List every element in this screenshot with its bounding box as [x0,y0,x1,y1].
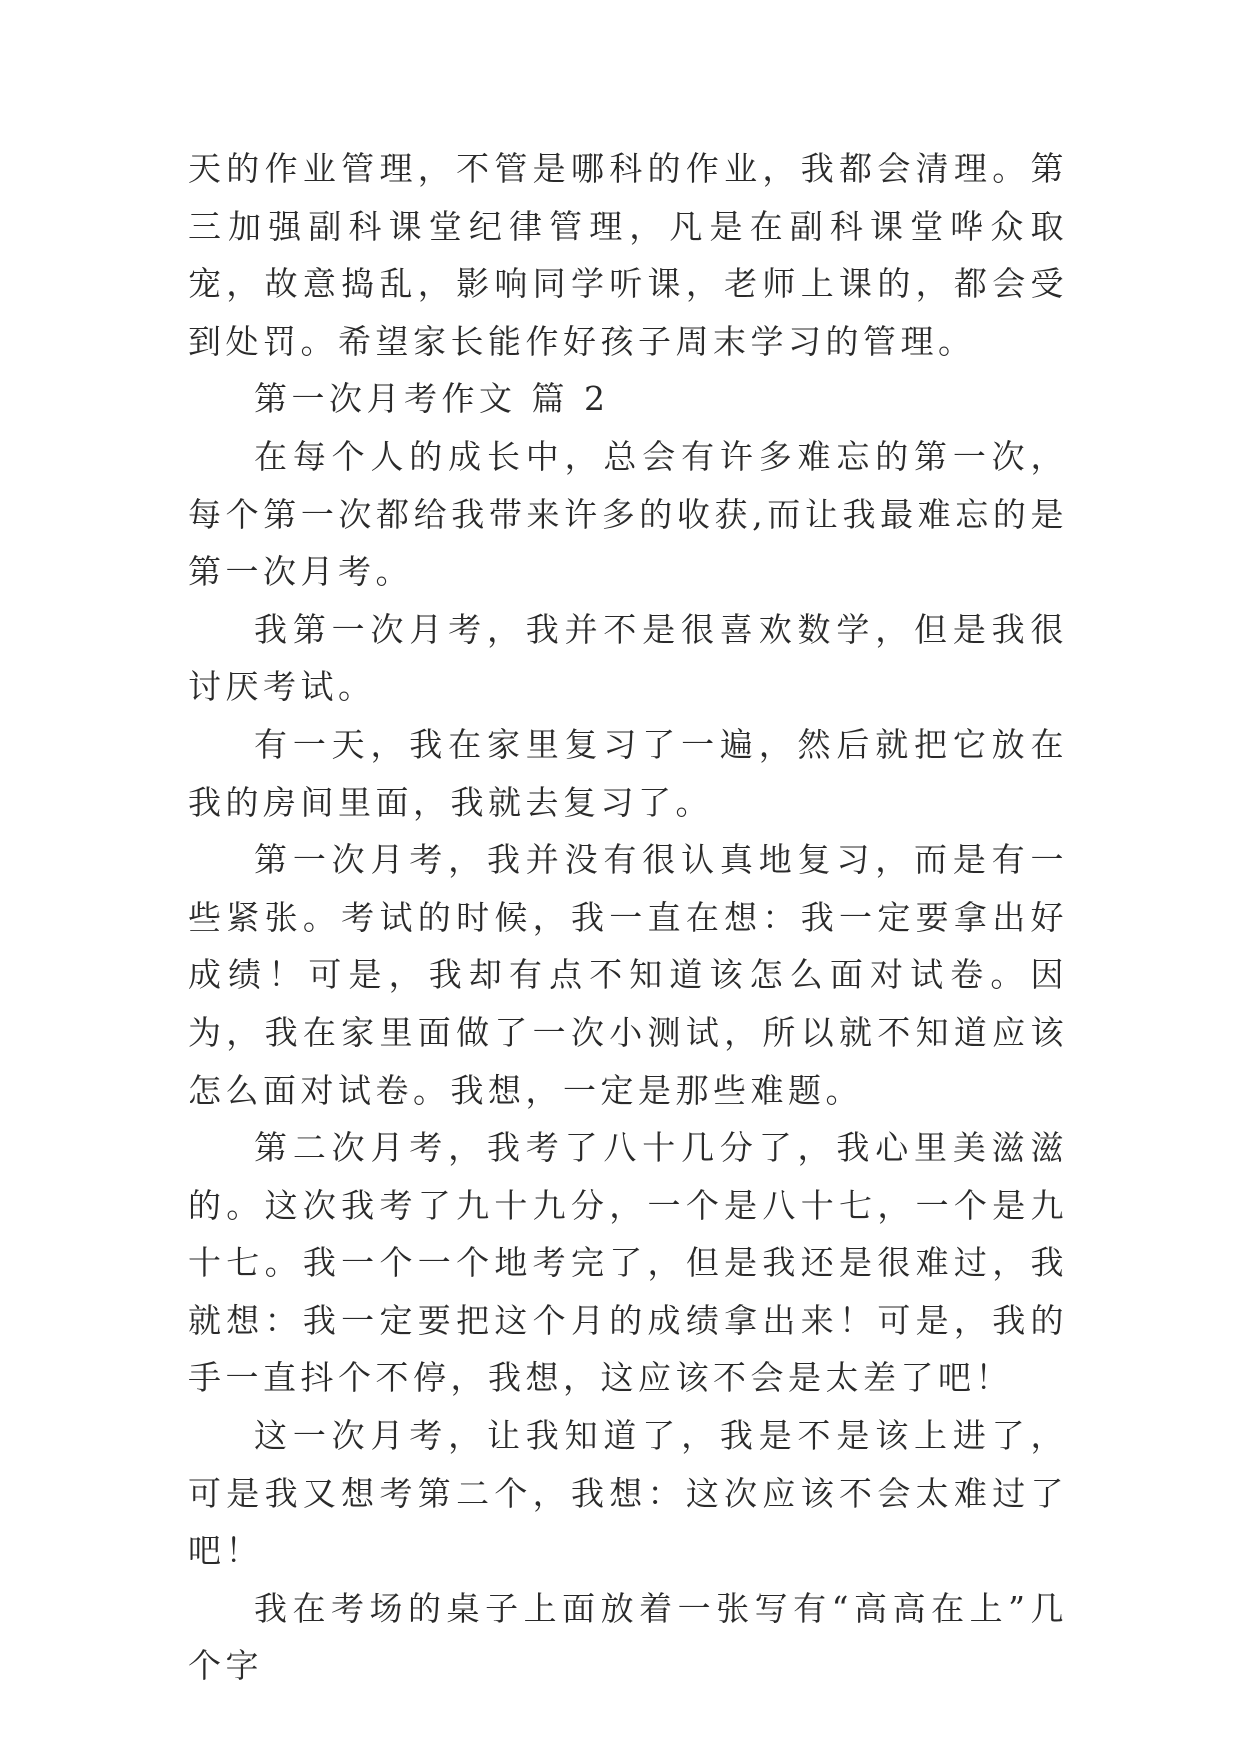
paragraph-nervous-first-exam: 第一次月考，我并没有很认真地复习，而是有一些紧张。考试的时候，我一直在想：我一定要拿出好成绩！可是，我却有点不知道该怎么面对试卷。因为，我在家里面做了一次小测试，所以就不知道应该怎么面对试卷。我想，一定是那些难题。 [188,840,1068,1110]
paragraph-growth-first-times: 在每个人的成长中，总会有许多难忘的第一次，每个第一次都给我带来许多的收获,而让我最难忘的是第一次月考。 [188,436,1068,592]
paragraph-reflection: 这一次月考，让我知道了，我是不是该上进了，可是我又想考第二个，我想：这次应该不会太难过了吧！ [188,1416,1068,1571]
document-body [188,140,1068,1695]
section-heading-article-2: 第一次月考作文 篇 2 [254,379,610,419]
paragraph-review-at-home: 有一天，我在家里复习了一遍，然后就把它放在我的房间里面，我就去复习了。 [188,724,1068,822]
paragraph-second-exam-scores: 第二次月考，我考了八十几分了，我心里美滋滋的。这次我考了九十九分，一个是八十七，一个是九十七。我一个一个地考完了，但是我还是很难过，我就想：我一定要把这个月的成绩拿出来！可是，我的手一直抖个不停，我想，这应该不会是太差了吧！ [188,1128,1068,1398]
paragraph-exam-desk-note: 我在考场的桌子上面放着一张写有“高高在上”几个字 [188,1588,1068,1686]
paragraph-dislike-exams: 我第一次月考，我并不是很喜欢数学，但是我很讨厌考试。 [188,609,1068,707]
paragraph-continued-homework-management: 天的作业管理，不管是哪科的作业，我都会清理。第三加强副科课堂纪律管理，凡是在副科课堂哗众取宠，故意捣乱，影响同学听课，老师上课的，都会受到处罚。希望家长能作好孩子周末学习的管理。 [188,149,1068,361]
